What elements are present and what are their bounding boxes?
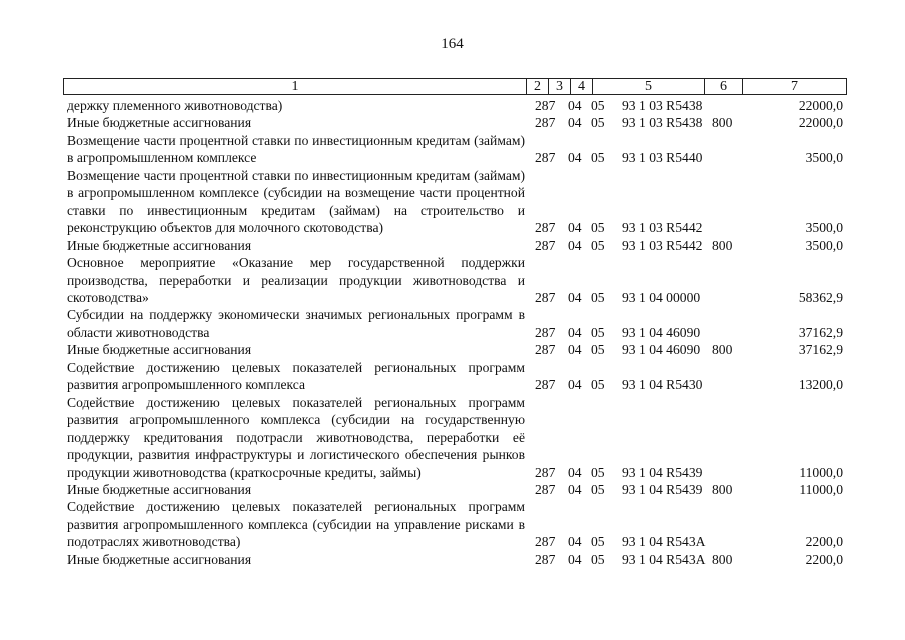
table-row <box>0 167 905 237</box>
cell-amount: 3500,0 <box>805 237 843 253</box>
row-description: Основное мероприятие «Оказание мер государственной поддержки производства, переработки и реализации продукции животноводства и скотоводства» <box>67 255 525 305</box>
row-codes <box>0 289 905 306</box>
row-codes <box>0 97 905 114</box>
row-codes <box>0 237 905 254</box>
row-codes <box>0 533 905 550</box>
column-header-5: 5 <box>593 79 705 95</box>
cell-amount: 22000,0 <box>798 115 843 131</box>
cell-code-target-article: 93 1 03 R5442 <box>622 220 703 236</box>
cell-amount: 3500,0 <box>805 220 843 236</box>
column-header-row <box>64 79 847 95</box>
cell-code-subsection: 05 <box>591 342 605 358</box>
cell-code-ministry: 287 <box>535 481 556 497</box>
cell-code-ministry: 287 <box>535 220 556 236</box>
cell-amount: 13200,0 <box>798 377 843 393</box>
column-header-6: 6 <box>705 79 743 95</box>
row-description: Содействие достижению целевых показателей региональных программ развития агропромышленного комплекса (субсидии на государственную поддержку кредитования подотрасли животноводства, переработки её продукции, развития инфраструктуры и логистического обеспечения рынков продукции животноводства (краткосрочные кредиты, займы) <box>67 394 525 480</box>
cell-code-subsection: 05 <box>591 464 605 480</box>
cell-code-subsection: 05 <box>591 98 605 113</box>
row-codes <box>0 481 905 498</box>
cell-code-section: 04 <box>568 464 582 480</box>
column-header-1: 1 <box>64 79 527 95</box>
cell-code-section: 04 <box>568 220 582 236</box>
cell-code-section: 04 <box>568 534 582 550</box>
cell-code-subsection: 05 <box>591 237 605 253</box>
cell-code-ministry: 287 <box>535 98 556 113</box>
table-row <box>0 132 905 167</box>
cell-code-ministry: 287 <box>535 289 556 305</box>
cell-code-section: 04 <box>568 551 582 567</box>
cell-amount: 11000,0 <box>799 464 843 480</box>
cell-code-ministry: 287 <box>535 464 556 480</box>
row-codes <box>0 324 905 341</box>
cell-code-subsection: 05 <box>591 220 605 236</box>
cell-code-target-article: 93 1 04 R5439 <box>622 464 703 480</box>
row-codes <box>0 551 905 568</box>
page-number: 164 <box>441 36 464 52</box>
cell-code-subsection: 05 <box>591 289 605 305</box>
table-row <box>0 551 905 568</box>
cell-code-section: 04 <box>568 237 582 253</box>
row-codes <box>0 219 905 236</box>
cell-code-subsection: 05 <box>591 150 605 166</box>
cell-code-subsection: 05 <box>591 481 605 497</box>
table-row <box>0 254 905 306</box>
cell-code-section: 04 <box>568 150 582 166</box>
row-description: Иные бюджетные ассигнования <box>67 342 252 358</box>
row-description: Субсидии на поддержку экономически значимых региональных программ в области животноводства <box>67 307 525 340</box>
row-description: Иные бюджетные ассигнования <box>67 237 252 253</box>
cell-code-section: 04 <box>568 377 582 393</box>
row-description: держку племенного животноводства) <box>67 98 283 113</box>
cell-code-subsection: 05 <box>591 377 605 393</box>
cell-amount: 2200,0 <box>805 534 843 550</box>
column-header-2: 2 <box>527 79 549 95</box>
cell-code-section: 04 <box>568 289 582 305</box>
row-codes <box>0 114 905 131</box>
row-description: Иные бюджетные ассигнования <box>67 551 252 567</box>
cell-code-ministry: 287 <box>535 342 556 358</box>
cell-amount: 37162,9 <box>798 324 843 340</box>
cell-code-ministry: 287 <box>535 534 556 550</box>
cell-code-ministry: 287 <box>535 324 556 340</box>
cell-code-section: 04 <box>568 342 582 358</box>
cell-code-expense-type: 800 <box>712 342 733 358</box>
cell-code-expense-type: 800 <box>712 115 733 131</box>
cell-code-expense-type: 800 <box>712 237 733 253</box>
table-row <box>0 481 905 498</box>
row-description: Содействие достижению целевых показателей региональных программ развития агропромышленного комплекса (субсидии на управление рисками в подотраслях животноводства) <box>67 499 525 550</box>
cell-code-ministry: 287 <box>535 551 556 567</box>
cell-code-target-article: 93 1 04 R543А <box>622 534 706 550</box>
cell-code-target-article: 93 1 04 46090 <box>622 324 701 340</box>
row-codes <box>0 464 905 481</box>
table-row <box>0 394 905 481</box>
cell-code-target-article: 93 1 03 R5438 <box>622 98 703 113</box>
cell-code-target-article: 93 1 04 R5430 <box>622 377 703 393</box>
row-description: Возмещение части процентной ставки по инвестиционным кредитам (займам) в агропромышленном комплексе <box>67 132 525 166</box>
row-description: Содействие достижению целевых показателей региональных программ развития агропромышленного комплекса <box>67 359 525 393</box>
cell-code-ministry: 287 <box>535 377 556 393</box>
row-codes <box>0 341 905 358</box>
cell-code-ministry: 287 <box>535 150 556 166</box>
cell-code-section: 04 <box>568 481 582 497</box>
cell-code-section: 04 <box>568 324 582 340</box>
cell-code-target-article: 93 1 04 R5439 <box>622 481 703 497</box>
table-row <box>0 114 905 131</box>
cell-amount: 37162,9 <box>798 342 843 358</box>
cell-code-target-article: 93 1 03 R5440 <box>622 150 703 166</box>
column-header-3: 3 <box>549 79 571 95</box>
table-row <box>0 498 905 550</box>
cell-amount: 58362,9 <box>798 289 843 305</box>
cell-amount: 11000,0 <box>799 481 843 497</box>
cell-code-section: 04 <box>568 98 582 113</box>
table-row <box>0 97 905 114</box>
cell-code-target-article: 93 1 04 R543А <box>622 551 706 567</box>
row-codes <box>0 149 905 166</box>
table-row <box>0 237 905 254</box>
column-header-4: 4 <box>571 79 593 95</box>
budget-table-body <box>0 97 905 568</box>
cell-code-expense-type: 800 <box>712 551 733 567</box>
cell-amount: 2200,0 <box>805 551 843 567</box>
cell-code-target-article: 93 1 03 R5438 <box>622 115 703 131</box>
cell-code-target-article: 93 1 04 00000 <box>622 289 701 305</box>
table-row <box>0 306 905 341</box>
row-description: Иные бюджетные ассигнования <box>67 115 252 131</box>
table-row <box>0 341 905 358</box>
row-codes <box>0 376 905 393</box>
cell-code-section: 04 <box>568 115 582 131</box>
cell-amount: 3500,0 <box>805 150 843 166</box>
cell-code-subsection: 05 <box>591 534 605 550</box>
cell-code-subsection: 05 <box>591 324 605 340</box>
cell-code-target-article: 93 1 03 R5442 <box>622 237 703 253</box>
cell-code-target-article: 93 1 04 46090 <box>622 342 701 358</box>
cell-amount: 22000,0 <box>798 98 843 113</box>
cell-code-subsection: 05 <box>591 551 605 567</box>
row-description: Возмещение части процентной ставки по инвестиционным кредитам (займам) в агропромышленном комплексе (субсидии на возмещение части процентной ставки по инвестиционным кредитам (займам) на строительство и реконструкцию объектов для молочного скотоводства) <box>67 167 525 236</box>
cell-code-ministry: 287 <box>535 115 556 131</box>
cell-code-ministry: 287 <box>535 237 556 253</box>
row-description: Иные бюджетные ассигнования <box>67 481 252 497</box>
cell-code-subsection: 05 <box>591 115 605 131</box>
cell-code-expense-type: 800 <box>712 481 733 497</box>
column-header-table <box>63 78 847 95</box>
column-header-7: 7 <box>743 79 847 95</box>
table-row <box>0 359 905 394</box>
